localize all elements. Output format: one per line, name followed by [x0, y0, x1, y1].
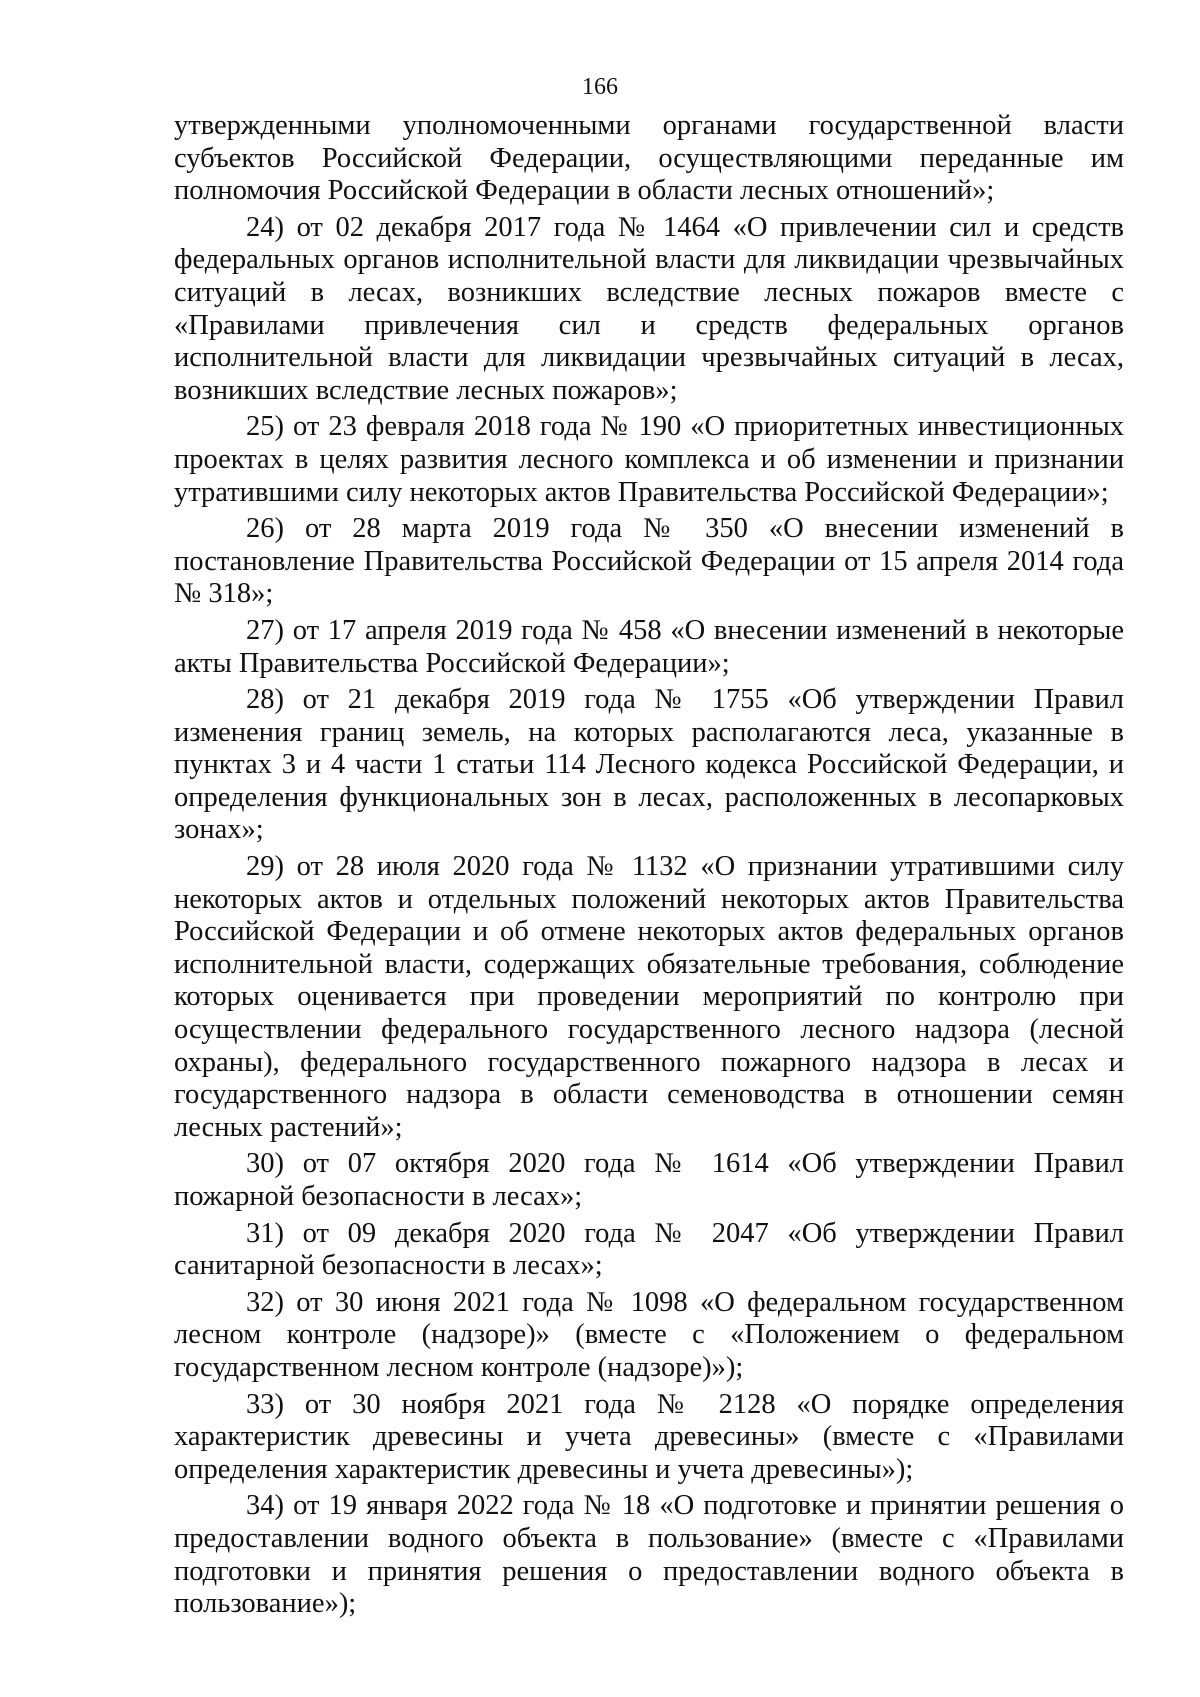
item-text: от 30 июня 2021 года № 1098 «О федеральном государственном лесном контроле (надзоре)» (вместе с «Положением о федеральном государственном лесном контроле (надзоре)»);: [174, 1286, 1124, 1383]
list-item-32: [174, 1287, 1124, 1385]
item-number: 30): [246, 1148, 284, 1180]
list-item-27: [174, 615, 1124, 680]
item-number: 28): [246, 684, 284, 716]
item-text: от 17 апреля 2019 года № 458 «О внесении изменений в некоторые акты Правительства Российской Федерации»;: [174, 614, 1124, 679]
item-text: от 28 июля 2020 года № 1132 «О признании утратившими силу некоторых актов и отдельных положений некоторых актов Правительства Российской Федерации и об отмене некоторых актов федеральных органов исполнительной власти, содержащих обязательные требования, соблюдение которых оценивается при проведении мероприятий по контролю при осуществлении федерального государственного лесного надзора (лесной охраны), федерального государственного пожарного надзора в лесах и государственного надзора в области семеноводства в отношении семян лесных растений»;: [174, 851, 1124, 1143]
item-number: 32): [246, 1286, 284, 1318]
item-number: 29): [246, 851, 284, 883]
item-number: 34): [246, 1490, 284, 1522]
item-text: от 21 декабря 2019 года № 1755 «Об утверждении Правил изменения границ земель, на которых располагаются леса, указанные в пунктах 3 и 4 части 1 статьи 114 Лесного кодекса Российской Федерации, и определения функциональных зон в лесах, расположенных в лесопарковых зонах»;: [174, 684, 1125, 846]
item-text: от 23 февраля 2018 года № 190 «О приоритетных инвестиционных проектах в целях развития лесного комплекса и об изменении и признании утратившими силу некоторых актов Правительства Российской Федерации»;: [174, 411, 1125, 508]
item-number: 27): [246, 614, 284, 646]
item-text: от 02 декабря 2017 года № 1464 «О привлечении сил и средств федеральных органов исполнительной власти для ликвидации чрезвычайных ситуаций в лесах, возникших вследствие лесных пожаров вместе с «Правилами привлечения сил и средств федеральных органов исполнительной власти для ликвидации чрезвычайных ситуаций в лесах, возникших вследствие лесных пожаров»;: [174, 211, 1124, 406]
item-text: от 19 января 2022 года № 18 «О подготовке и принятии решения о предоставлении водного объекта в пользование» (вместе с «Правилами подготовки и принятия решения о предоставлении водного объекта в пользование»);: [174, 1490, 1125, 1620]
item-number: 33): [246, 1388, 284, 1420]
list-item-29: [174, 851, 1124, 1144]
continued-paragraph: утвержденными уполномоченными органами государственной власти субъектов Российской Федерации, осуществляющими переданные им полномочия Российской Федерации в области лесных отношений»;: [174, 110, 1124, 207]
list-item-26: [174, 513, 1124, 611]
page-number: 166: [582, 74, 618, 100]
item-text: от 28 марта 2019 года № 350 «О внесении изменений в постановление Правительства Российской Федерации от 15 апреля 2014 года № 318»;: [174, 513, 1124, 610]
item-number: 25): [246, 411, 284, 443]
document-body: [174, 110, 1124, 1625]
item-text: от 09 декабря 2020 года № 2047 «Об утверждении Правил санитарной безопасности в лесах»;: [174, 1217, 1125, 1282]
item-text: от 07 октября 2020 года № 1614 «Об утверждении Правил пожарной безопасности в лесах»;: [174, 1148, 1124, 1212]
list-item-34: [174, 1490, 1124, 1620]
item-number: 24): [246, 211, 284, 243]
list-item-28: [174, 684, 1124, 847]
item-text: от 30 ноября 2021 года № 2128 «О порядке определения характеристик древесины и учета древесины» (вместе с «Правилами определения характеристик древесины и учета древесины»);: [174, 1388, 1124, 1485]
list-item-24: [174, 212, 1124, 408]
list-item-25: [174, 411, 1124, 509]
item-number: 31): [246, 1217, 284, 1249]
item-number: 26): [246, 513, 284, 545]
list-item-30: [174, 1148, 1124, 1213]
list-item-31: [174, 1218, 1124, 1283]
list-item-33: [174, 1389, 1124, 1487]
